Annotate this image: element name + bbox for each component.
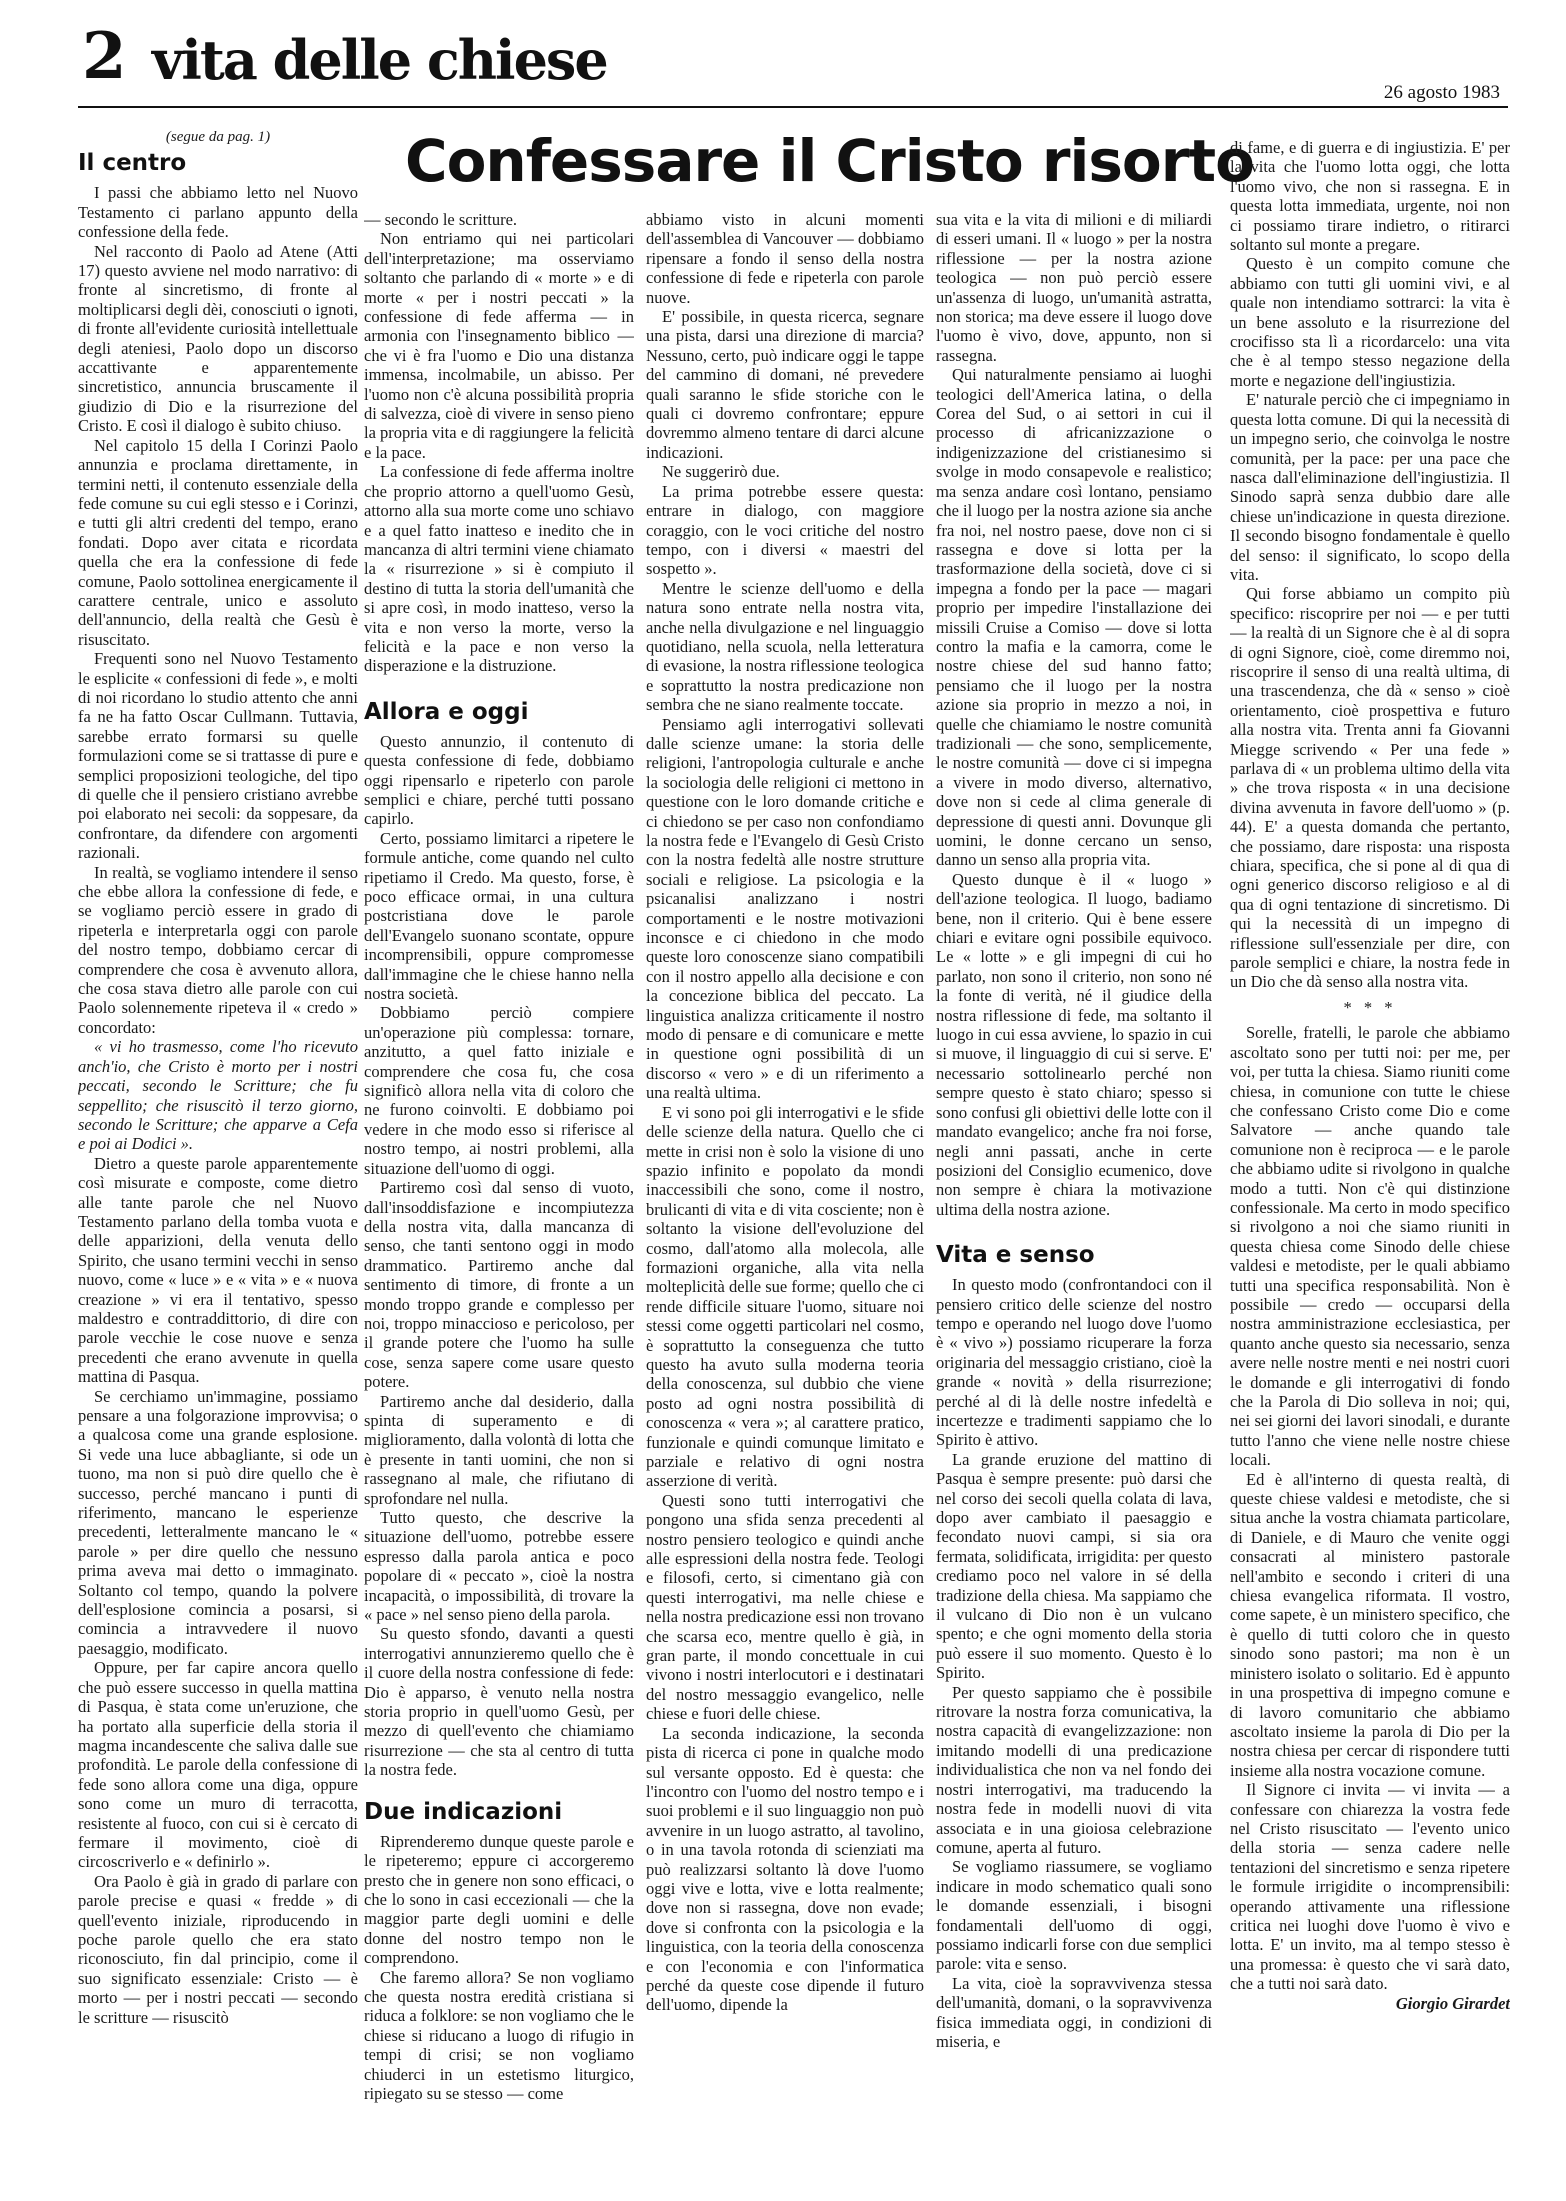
paragraph: di fame, e di guerra e di ingiustizia. E' per la vita che l'uomo lotta oggi, che lotta l'uomo vivo, che non si rassegna. E in questa lotta immediata, urgente, noi non ci possiamo tirare indietro, o ritirarci soltanto sul monte a pregare. bbox=[1230, 138, 1510, 255]
paragraph: La prima potrebbe essere questa: entrare in dialogo, con maggiore coraggio, con le voci critiche del nostro tempo, con i diversi « maestri del sospetto ». bbox=[646, 481, 924, 579]
paragraph: E' possibile, in questa ricerca, segnare una pista, darsi una direzione di marcia? Nessuno, certo, può indicare oggi le tappe del cammino di domani, né prevedere quali saranno le sfide storiche con le quali ci dovremo confrontare; eppure dovremmo almeno tentare di darci alcune indicazioni. bbox=[646, 307, 924, 462]
paragraph: Dietro a queste parole apparentemente così misurate e composte, come dietro alle tante parole che nel Nuovo Testamento parlano della tomba vuota e delle apparizioni, della venuta dello Spirito, che usano termini vecchi in senso nuovo, come « luce » e « vita » e « nuova creazione » vi era il tentativo, spesso maldestro e contraddittorio, di dire con parole vecchie le cose nuove e senza precedenti che erano avvenute in quella mattina di Pasqua. bbox=[78, 1153, 358, 1387]
paragraph: La vita, cioè la sopravvivenza stessa dell'umanità, domani, o la sopravvivenza fisica immediata oggi, in condizioni di miseria, e bbox=[936, 1973, 1212, 2051]
article-headline: Confessare il Cristo risorto bbox=[405, 127, 1254, 195]
paragraph: Ed è all'interno di questa realtà, di queste chiese valdesi e metodiste, che si situa anche la vostra chiamata particolare, di Daniele, e di Mauro che venite oggi consacrati al ministero pastorale nell'ambito e secondo i criteri di una chiesa evangelica riformata. Il vostro, come sapete, è un ministero specifico, che è quello di tutti coloro che in questo sinodo sono pastori; ma non è un ministero isolato o solitario. Ed è appunto in una prospettiva di impegno comune e di lavoro comunitario che abbiamo ascoltato insieme la parola di Dio per la nostra chiesa per cercar di rispondere tutti insieme alla nostra vocazione comune. bbox=[1230, 1469, 1510, 1780]
paragraph: In realtà, se vogliamo intendere il senso che ebbe allora la confessione di fede, e se vogliamo perciò essere in grado di ripeterla e interpretarla oggi con parole del nostro tempo, dobbiamo cercar di comprendere che cosa è avvenuto allora, che cosa stava dietro alle parole con cui Paolo solennemente ripeteva il « credo » concordato: bbox=[78, 862, 358, 1037]
paragraph: La confessione di fede afferma inoltre che proprio attorno a quell'uomo Gesù, attorno alla sua morte come uno schiavo e a quel fatto inatteso e inedito che in mancanza di altri termini viene chiamato la « risurrezione » si è compiuto il destino di tutta la storia dell'umanità che si apre così, in modo inatteso, verso la vita e non verso la morte, verso la felicità e la pace e non verso la disperazione e la distruzione. bbox=[364, 462, 634, 676]
paragraph: Questo dunque è il « luogo » dell'azione teologica. Il luogo, badiamo bene, non il criterio. Qui è bene essere chiari e evitare ogni possibile equivoco. Le « lotte » e gli impegni di cui ho parlato, non sono il criterio, non sono né la fonte di verità, né il giudice della nostra riflessione di fede, ma soltanto il luogo in cui essa avviene, lo spazio in cui si muove, il linguaggio di cui si serve. E' necessario sottolinearlo perché non sempre questo è stato chiaro; spesso si sono confusi gli obiettivi delle lotte con il mandato evangelico; anche fra noi forse, negli anni passati, anche in certe posizioni del Consiglio ecumenico, dove non sempre è chiara la motivazione ultima della nostra azione. bbox=[936, 869, 1212, 1219]
paragraph: E' naturale perciò che ci impegniamo in questa lotta comune. Di qui la necessità di un impegno serio, che coinvolga le nostre comunità, per la pace: per una pace che nasca dall'eliminazione dell'ingiustizia. Il Sinodo saprà senza dubbio dare alle chiese un'indicazione in questa direzione. Il secondo bisogno fondamentale è quello del senso: il significato, lo scopo della vita. bbox=[1230, 390, 1510, 584]
paragraph: Il Signore ci invita — vi invita — a confessare con chiarezza la vostra fede nel Cristo risuscitato — l'evento unico della storia — senza cadere nelle tentazioni del sincretismo e senza ripetere le formule irrigidite o incomprensibili: operando attivamente una riflessione critica nei luoghi dove l'uomo è vivo e lotta. E' un invito, ma al tempo stesso è una promessa: è questo che vi sarà dato, che a tutti noi sarà dato. bbox=[1230, 1780, 1510, 1994]
paragraph: Dobbiamo perciò compiere un'operazione più complessa: tornare, anzitutto, a quel fatto iniziale e comprendere che cosa fu, che cosa significò allora nella vita di coloro che ne furono coinvolti. E dobbiamo poi vedere in che modo esso si riferisce al nostro tempo, ai nostri problemi, alla situazione dell'uomo di oggi. bbox=[364, 1003, 634, 1178]
article-column-5 bbox=[1230, 138, 1510, 2178]
masthead-rule bbox=[78, 106, 1508, 108]
author-signature: Giorgio Girardet bbox=[1395, 1993, 1510, 2013]
section-title: vita delle chiese bbox=[152, 28, 607, 92]
article-column-4 bbox=[936, 210, 1212, 2178]
section-heading-due-indicazioni: Due indicazioni bbox=[364, 1798, 563, 1825]
paragraph: Questo annunzio, il contenuto di questa confessione di fede, dobbiamo oggi ripensarlo e ripeterlo con parole semplici e chiare, perché tutti possano capirlo. bbox=[364, 731, 634, 829]
paragraph: Partiremo così dal senso di vuoto, dall'insoddisfazione e incompiutezza della nostra vita, dalla mancanza di senso, che tanti sentono oggi in modo drammatico. Partiremo anche dal sentimento di timore, di fronte a un mondo troppo grande e complesso per noi, troppo minaccioso e pericoloso, per il grande potere che l'uomo ha sulle cose, senza sapere come usare questo potere. bbox=[364, 1178, 634, 1392]
page-number: 2 bbox=[82, 19, 127, 94]
article-column-3 bbox=[646, 210, 924, 2178]
paragraph: Per questo sappiamo che è possibile ritrovare la nostra forza comunicativa, la nostra capacità di evangelizzazione: non imitando modelli di una predicazione individualistica che non va nel fondo dei nostri interrogativi, ma traducendo la nostra fede in modelli nuovi di vita associata e in una gioiosa celebrazione comune, aperta al futuro. bbox=[936, 1682, 1212, 1857]
paragraph: Tutto questo, che descrive la situazione dell'uomo, potrebbe essere espresso dalla parola antica e poco popolare di « peccato », cioè la nostra incapacità, o impossibilità, di trovare la « pace » nel senso pieno della parola. bbox=[364, 1508, 634, 1625]
continued-note: (segue da pag. 1) bbox=[165, 129, 271, 145]
paragraph: I passi che abbiamo letto nel Nuovo Testamento ci parlano appunto della confessione della fede. bbox=[78, 183, 358, 242]
section-heading-allora-e-oggi: Allora e oggi bbox=[364, 698, 529, 725]
section-heading-vita-e-senso: Vita e senso bbox=[936, 1242, 1095, 1269]
paragraph: Ora Paolo è già in grado di parlare con parole precise e quasi « fredde » di quell'evento iniziale, riproducendo in poche parole quello che era stato riconosciuto, fin dal principio, come il suo significato essenziale: Cristo — è morto — per i nostri peccati — secondo le scritture — risuscitò bbox=[78, 1871, 358, 2027]
paragraph: Qui forse abbiamo un compito più specifico: riscoprire per noi — e per tutti — la realtà di un Signore che è al di sopra di ogni Signore, cioè, come diremmo noi, riscoprire il senso di una realtà ultima, di una trascendenza, che dà « senso » cioè orientamento, cioè prospettiva e futuro alla nostra vita. Trenta anni fa Giovanni Miegge scrivendo « Per una fede » parlava di « un problema ultimo della vita » che trova risposta « in una decisione divina avvenuta in favore dell'uomo » (p. 44). E' a questa domanda che pertanto, che possiamo, dare risposta: una risposta chiara, specifica, che si pone al di qua di ogni generico discorso religioso e al di qua di ogni tentazione di sincretismo. Di qui la necessità di un impegno di riflessione sull'essenziale per dire, con parole semplici e chiare, la nostra fede in un Dio che dà senso alla nostra vita. bbox=[1230, 584, 1510, 992]
paragraph: Frequenti sono nel Nuovo Testamento le esplicite « confessioni di fede », e molti di noi ricordano lo studio attento che anni fa ne ha fatto Oscar Cullmann. Tuttavia, sarebbe errato formarsi su quelle formulazioni come se si trattasse di pure e semplici proposizioni teologiche, del tipo di quelle che il pensiero cristiano avrebbe poi elaborato nei secoli: da soppesare, da confrontare, da difendere con argomenti razionali. bbox=[78, 649, 358, 863]
paragraph: sua vita e la vita di milioni e di miliardi di esseri umani. Il « luogo » per la nostra riflessione — per la nostra azione teologica — non può perciò essere un'assenza di luogo, un'umanità astratta, non storica; ma deve essere il luogo dove l'uomo è vivo, dove, appunto, non si rassegna. bbox=[936, 210, 1212, 365]
paragraph: abbiamo visto in alcuni momenti dell'assemblea di Vancouver — dobbiamo ripensare a fondo il senso della nostra confessione di fede e ripeterla con parole nuove. bbox=[646, 210, 924, 307]
paragraph: Questi sono tutti interrogativi che pongono una sfida senza precedenti al nostro pensiero teologico e quindi anche alle espressioni della nostra fede. Teologi e filosofi, certo, si cimentano già con questi interrogativi, ma nelle chiese e nella nostra predicazione essi non trovano che scarsa eco, mentre quello è già, in gran parte, il mondo concettuale in cui vivono i nostri interlocutori e i destinatari del nostro messaggio evangelico, nelle chiese e fuori delle chiese. bbox=[646, 1490, 924, 1724]
paragraph: Questo è un compito comune che abbiamo con tutti gli uomini vivi, e al quale non intendiamo sottrarci: la vita è un bene assoluto e la risurrezione del crocifisso sta lì a ricordarcelo: una vita che è al tempo stesso negazione della morte e negazione dell'ingiustizia. bbox=[1230, 254, 1510, 390]
paragraph: Che faremo allora? Se non vogliamo che questa nostra eredità cristiana si riduca a folklore: se non vogliamo che le chiese si riducano a luogo di rifugio in tempi di crisi; se non vogliamo chiuderci in un estetismo liturgico, ripiegato su se stesso — come bbox=[364, 1967, 634, 2103]
paragraph: — secondo le scritture. bbox=[364, 210, 518, 229]
paragraph: Qui naturalmente pensiamo ai luoghi teologici dell'America latina, o della Corea del Sud, o ai settori in cui il processo di africanizzazione o indigenizzazione del cristianesimo si svolge in modo consapevole e realistico; ma senza andare così lontano, pensiamo che il luogo per la nostra azione sia anche fra noi, nel nostro paese, dove non ci si rassegna e dove si lotta per la trasformazione della società, dove ci si impegna a fondo per la pace — magari proprio per impedire l'installazione dei missili Cruise a Comiso — dove si lotta contro la mafia e la camorra, come le nostre chiese del sud hanno fatto; pensiamo che il luogo per la nostra azione sia proprio in mezzo a noi, in quelle che chiamiamo le nostre comunità tradizionali — che sono, semplicemente, le nostre comunità — dove ci si impegna a vivere in modo diverso, alternativo, dove non si cede al clima generale di depressione di questi anni. Dovunque gli uomini, le donne cercano un senso, danno un senso alla propria vita. bbox=[936, 365, 1212, 870]
paragraph: Sorelle, fratelli, le parole che abbiamo ascoltato sono per tutti noi: per me, per voi, per tutta la chiesa. Siamo riuniti come chiesa, in comunione con tutte le chiese che confessano Cristo come Dio e come Salvatore — anche quando tale comunione non è reciproca — e le parole che abbiamo udite si rivolgono in qualche modo a tutti. Non c'è qui distinzione confessionale. Ma certo in modo specifico si rivolgono a noi che siamo riuniti in questa chiesa come Sinodo delle chiese valdesi e metodiste, per le quali abbiamo tutti una specifica responsabilità. Non è possibile — credo — occuparsi della nostra amministrazione ecclesiastica, per quanto anche questo sia necessario, senza avere nelle nostre menti e nei nostri cuori le domande e gli interrogativi di fondo che la Parola di Dio solleva in noi; qui, nei sei giorni dei lavori sinodali, e durante tutto l'anno che viene nelle nostre chiese locali. bbox=[1230, 1023, 1510, 1470]
paragraph: Oppure, per far capire ancora quello che può essere successo in quella mattina di Pasqua, è stata come un'eruzione, che ha portato alla superficie della storia il magma incandescente che saliva dalle sue profondità. Le parole della confessione di fede sono allora come una diga, oppure sono come un muro di terracotta, resistente al fuoco, con cui si è cercato di fermare il movimento, cioè di circoscriverlo e « definirlo ». bbox=[78, 1658, 358, 1872]
section-separator: * * * bbox=[1343, 997, 1397, 1017]
paragraph: Nel racconto di Paolo ad Atene (Atti 17) questo avviene nel modo narrativo: di fronte al sincretismo, di fronte al moltiplicarsi degli dèi, conosciuti o ignoti, di fronte all'evidente curiosità intellettuale degli ateniesi, Paolo dopo un discorso accattivante e apparentemente sincretistico, annuncia bruscamente il giudizio di Dio e la risurrezione del Cristo. E così il dialogo è subito chiuso. bbox=[78, 241, 358, 436]
paragraph: Partiremo anche dal desiderio, dalla spinta di superamento e di miglioramento, dalla volontà di lotta che è presente in tanti uomini, che non si rassegnano al male, che rifiutano di sprofondare nel nulla. bbox=[364, 1391, 634, 1508]
paragraph: Nel capitolo 15 della I Corinzi Paolo annunzia e proclama direttamente, in termini netti, il contenuto essenziale della fede comune su cui egli stesso e i Corinzi, e tutti gli altri credenti del tempo, erano fondati. Dopo aver citata e ricordata quella che era la confessione di fede comune, Paolo sottolinea energicamente il carattere centrale, unico e assoluto dell'annuncio, della realtà che Gesù è risuscitato. bbox=[78, 435, 358, 649]
paragraph: Riprenderemo dunque queste parole e le ripeteremo; eppure ci accorgeremo presto che in genere non sono efficaci, o che lo sono in casi eccezionali — che la maggior parte degli uomini e delle donne del nostro tempo non le comprendono. bbox=[364, 1831, 634, 1968]
paragraph: La grande eruzione del mattino di Pasqua è sempre presente: può darsi che nel corso dei secoli quella colata di lava, dopo aver cambiato il paesaggio e fecondato nuovi campi, si sia ora fermata, solidificata, irrigidita: per questo crediamo poco nel valore in sé della tradizione della chiesa. Ma sappiamo che il vulcano di Dio non è un vulcano spento; e che ogni momento della storia può essere il suo momento. Questo è lo Spirito. bbox=[936, 1449, 1212, 1683]
quotation: « vi ho trasmesso, come l'ho ricevuto anch'io, che Cristo è morto per i nostri peccati, secondo le Scritture; che fu seppellito; che risuscitò il terzo giorno, secondo le Scritture; che apparve a Cefa e poi ai Dodici ». bbox=[78, 1037, 358, 1154]
article-column-2 bbox=[364, 210, 634, 2178]
paragraph: Pensiamo agli interrogativi sollevati dalle scienze umane: la storia delle religioni, l'antropologia culturale e anche la sociologia delle religioni ci mettono in questione con le loro domande critiche e ci chiedono se per caso non confondiamo la nostra fede e l'Evangelo di Gesù Cristo con la nostra fedeltà alle nostre strutture sociali e religiose. La psicologia e la psicanalisi analizzano i nostri comportamenti e le nostre motivazioni inconsce e ci chiedono in che modo queste loro conoscenze siano compatibili con il nostro appello alla decisione e con la concezione biblica del peccato. La linguistica analizza criticamente il nostro modo di pensare e di comunicare e mette in questione ogni possibilità di un discorso « vero » e di un riferimento a una realtà ultima. bbox=[646, 714, 924, 1103]
paragraph: Se cerchiamo un'immagine, possiamo pensare a una folgorazione improvvisa; o a qualcosa come una grande esplosione. Si vede una luce abbagliante, si ode un tuono, ma non si può dire quello che è successo, perché mancano i punti di riferimento, mancano le esperienze precedenti, letteralmente mancano le « parole » per dire quello che nessuno prima aveva mai detto o immaginato. Soltanto col tempo, quando la polvere dell'esplosione comincia a posarsi, si comincia a intravvedere il nuovo paesaggio, modificato. bbox=[78, 1386, 358, 1658]
paragraph: Su questo sfondo, davanti a questi interrogativi annunzieremo quello che è il cuore della nostra confessione di fede: Dio è apparso, è venuto nella nostra storia proprio in quell'uomo Gesù, per mezzo di quell'evento che chiamiamo risurrezione — che sta al centro di tutta la nostra fede. bbox=[364, 1624, 634, 1780]
paragraph: Mentre le scienze dell'uomo e della natura sono entrate nella nostra vita, anche nella divulgazione e nel linguaggio quotidiano, nella scuola, nella letteratura di evasione, la nostra riflessione teologica e soprattutto la nostra predicazione non sembra che ne siano realmente toccate. bbox=[646, 578, 924, 715]
section-heading-il-centro: Il centro bbox=[78, 150, 187, 177]
paragraph: E vi sono poi gli interrogativi e le sfide delle scienze della natura. Quello che ci mette in crisi non è solo la visione di uno spazio infinito e popolato da mondi inaccessibili che sono, come il nostro, brulicanti di vita e di vita cosciente; non è soltanto la visione dell'evoluzione del cosmo, dall'atomo alla molecola, alle formazioni organiche, alla vita nella molteplicità delle sue forme; quello che ci rende difficile situare l'uomo, situare noi stessi come oggetti particolari nel cosmo, è soprattutto la conseguenza che tutto questo ha avuto sulla moderna teoria della conoscenza, sul dubbio che viene posto ad ogni nostra possibilità di conoscenza « vera »; al carattere pratico, funzionale e quindi comunque limitato e parziale e relativo di ogni nostra asserzione di verità. bbox=[646, 1102, 924, 1491]
paragraph: Certo, possiamo limitarci a ripetere le formule antiche, come quando nel culto ripetiamo il Credo. Ma questo, forse, è poco efficace ormai, in una cultura postcristiana dove le parole dell'Evangelo suonano scontate, oppure incomprensibili, oppure compromesse dall'immagine che le chiese hanno nella nostra società. bbox=[364, 828, 634, 1004]
paragraph: Ne suggerirò due. bbox=[662, 462, 780, 482]
article-column-1 bbox=[78, 128, 358, 2178]
issue-date: 26 agosto 1983 bbox=[1383, 82, 1500, 103]
paragraph: In questo modo (confrontandoci con il pensiero critico delle scienze del nostro tempo e operando nel luogo dove l'uomo è « vivo ») possiamo ricuperare la forza originaria del messaggio cristiano, cioè la grande « novità » della risurrezione; perché al di là delle nostre infedeltà e incertezze e tradimenti sappiamo che lo Spirito è attivo. bbox=[936, 1275, 1212, 1450]
paragraph: Non entriamo qui nei particolari dell'interpretazione; ma osserviamo soltanto che parlando di « morte » e di morte « per i nostri peccati » la confessione di fede afferma — in armonia con l'insegnamento biblico — che vi è fra l'uomo e Dio una distanza immensa, incolmabile, un abisso. Per l'uomo non c'è alcuna possibilità propria di salvezza, cioè di vivere in senso pieno la propria vita e di raggiungere la felicità e la pace. bbox=[364, 229, 634, 462]
paragraph: La seconda indicazione, la seconda pista di ricerca ci pone in qualche modo sul versante opposto. Ed è questa: che l'incontro con l'uomo del nostro tempo e i suoi problemi e il suo linguaggio non può avvenire in un luogo astratto, al tavolino, o in una tavola rotonda di scienziati ma può realizzarsi soltanto là dove l'uomo oggi vive e lotta, vive e lotta realmente; dove non si rassegna, dove non evade; dove si confronta con la psicologia e la linguistica, con la teoria della conoscenza e con l'economia e con l'informatica perché da queste cose dipende il futuro dell'uomo, dipende la bbox=[646, 1723, 924, 2015]
paragraph: Se vogliamo riassumere, se vogliamo indicare in modo schematico quali sono le domande essenziali, i bisogni fondamentali dell'uomo di oggi, possiamo indicarli forse con due semplici parole: vita e senso. bbox=[936, 1857, 1212, 1974]
